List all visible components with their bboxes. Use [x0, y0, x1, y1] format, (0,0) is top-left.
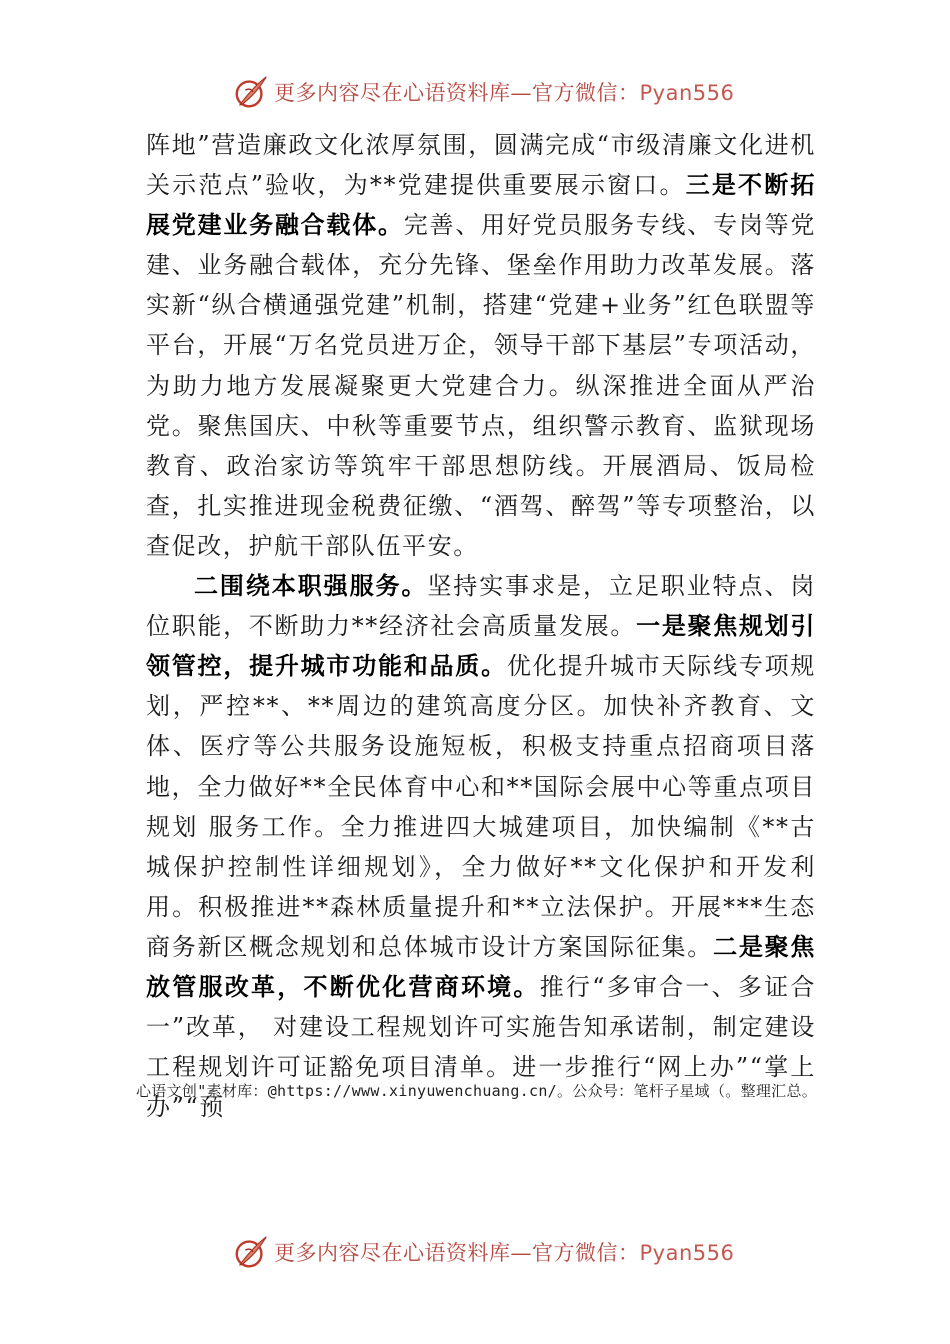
document-body [146, 125, 816, 1127]
footer-banner [0, 1232, 950, 1272]
quill-logo-icon [232, 73, 270, 111]
source-footnote: 心语文创"素材库：@https://www.xinyuwenchuang.cn/。公众号：笔杆子星域（。整理汇总。 [136, 1082, 818, 1100]
heading-3-party-building: 三是不断拓展党建业务融合载体。 [146, 170, 817, 240]
banner-handle: Pyan556 [639, 1241, 735, 1265]
banner-text: 更多内容尽在心语资料库—官方微信：Pyan556 [274, 1241, 735, 1265]
header-banner [0, 72, 950, 112]
banner-handle: Pyan556 [639, 81, 735, 105]
quill-logo-icon [232, 1233, 270, 1271]
paragraph-2: 二围绕本职强服务。坚持实事求是，立足职业特点、岗位职能，不断助力**经济社会高质量发展。一是聚焦规划引领管控，提升城市功能和品质。优化提升城市天际线专项规划，严控**、**周边的建筑高度分区。加快补齐教育、文体、医疗等公共服务设施短板，积极支持重点招商项目落地，全力做好**全民体育中心和**国际会展中心等重点项目规划 服务工作。全力推进四大城建项目，加快编制《**古城保护控制性详细规划》，全力做好**文化保护和开发利用。积极推进**森林质量提升和**立法保护。开展***生态商务新区概念规划和总体城市设计方案国际征集。二是聚焦放管服改革，不断优化营商环境。推行“多审合一、多证合一”改革， 对建设工程规划许可实施告知承诺制，制定建设工程规划许可证豁免项目清单。进一步推行“网上办”“掌上办”“预 [146, 571, 817, 1122]
paragraph-1: 阵地”营造廉政文化浓厚氛围，圆满完成“市级清廉文化进机关示范点”验收，为**党建提供重要展示窗口。三是不断拓展党建业务融合载体。完善、用好党员服务专线、专岗等党建、业务融合载体，充分先锋、堡垒作用助力改革发展。落实新“纵合横通强党建”机制，搭建“党建+业务”红色联盟等平台，开展“万名党员进万企，领导干部下基层”专项活动，为助力地方发展凝聚更大党建合力。纵深推进全面从严治党。聚焦国庆、中秋等重要节点，组织警示教育、监狱现场教育、政治家访等筑牢干部思想防线。开展酒局、饭局检查，扎实推进现金税费征缴、“酒驾、醉驾”等专项整治，以查促改，护航干部队伍平安。 [146, 131, 817, 560]
banner-text: 更多内容尽在心语资料库—官方微信：Pyan556 [274, 81, 735, 105]
section-heading-service: 二围绕本职强服务。 [194, 571, 428, 601]
subheading-reform: 二是聚焦放管服改革，不断优化营商环境。 [146, 931, 816, 1001]
subheading-planning: 一是聚焦规划引领管控，提升城市功能和品质。 [146, 611, 816, 681]
